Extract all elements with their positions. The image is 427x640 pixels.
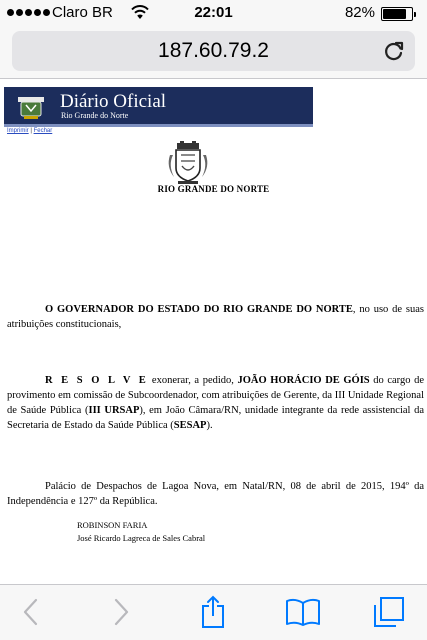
dateline-text: Palácio de Despachos de Lagoa Nova, em Natal/RN, 08 de abril de 2015, 194º da Independência e 127º da República.	[7, 481, 424, 507]
forward-icon[interactable]	[106, 595, 136, 629]
status-time: 22:01	[194, 4, 233, 21]
resolution-text: do cargo de provimento em comissão de Subcoordenador, com atribuições de Gerente, da III Unidade Regional de Saúde Pública (	[7, 375, 424, 416]
share-button[interactable]	[198, 595, 228, 629]
coat-of-arms-icon	[164, 141, 212, 185]
resolution-text: ), em João Câmara/RN, unidade integrante da rede assistencial da Secretaria de Estado da Saúde Pública (	[7, 405, 425, 431]
decree-resolution	[7, 373, 424, 433]
state-emblem-icon	[16, 93, 46, 121]
battery-percentage: 82%	[344, 4, 375, 21]
resolve-keyword: R E S O L V E	[45, 375, 149, 386]
reload-icon[interactable]	[383, 40, 405, 62]
document-links	[7, 128, 52, 134]
back-icon[interactable]	[16, 595, 46, 629]
back-button[interactable]	[16, 595, 46, 629]
forward-button[interactable]	[106, 595, 136, 629]
sesap-abbreviation: SESAP	[173, 420, 207, 431]
address-bar[interactable]	[12, 31, 415, 71]
bookmarks-button[interactable]	[285, 595, 321, 629]
governor-title: O GOVERNADOR DO ESTADO DO RIO GRANDE DO NORTE	[45, 304, 353, 315]
dismissed-person-name: JOÃO HORÁCIO DE GÓIS	[237, 375, 370, 386]
governor-signature: ROBINSON FARIA	[77, 520, 148, 530]
ursap-abbreviation: III URSAP	[88, 405, 140, 416]
status-bar	[0, 0, 427, 26]
url-text[interactable]: 187.60.79.2	[158, 39, 269, 62]
bookmarks-icon[interactable]	[285, 595, 321, 629]
link-separator: |	[30, 128, 32, 134]
secretary-signature: José Ricardo Lagreca de Sales Cabral	[77, 533, 206, 543]
battery-icon	[381, 7, 413, 21]
print-link[interactable]: Imprimir	[7, 128, 29, 134]
browser-top-chrome	[0, 0, 427, 79]
signature-block	[77, 519, 205, 545]
resolution-text: ).	[206, 420, 213, 431]
banner-subtitle: Rio Grande do Norte	[61, 111, 129, 120]
tabs-icon[interactable]	[372, 595, 406, 629]
state-heading: RIO GRANDE DO NORTE	[157, 184, 270, 194]
resolution-text: exonerar, a pedido,	[148, 375, 238, 386]
banner-title: Diário Oficial	[60, 91, 167, 112]
carrier-name: Claro BR	[52, 4, 113, 21]
preamble-text: , no uso de suas atribuições constitucionais,	[7, 304, 424, 330]
close-link[interactable]: Fechar	[33, 128, 53, 134]
share-icon[interactable]	[198, 595, 228, 629]
decree-preamble	[7, 302, 424, 332]
tabs-button[interactable]	[372, 595, 406, 629]
decree-dateline	[7, 479, 424, 509]
browser-toolbar	[0, 584, 427, 640]
diario-oficial-banner	[4, 87, 313, 127]
